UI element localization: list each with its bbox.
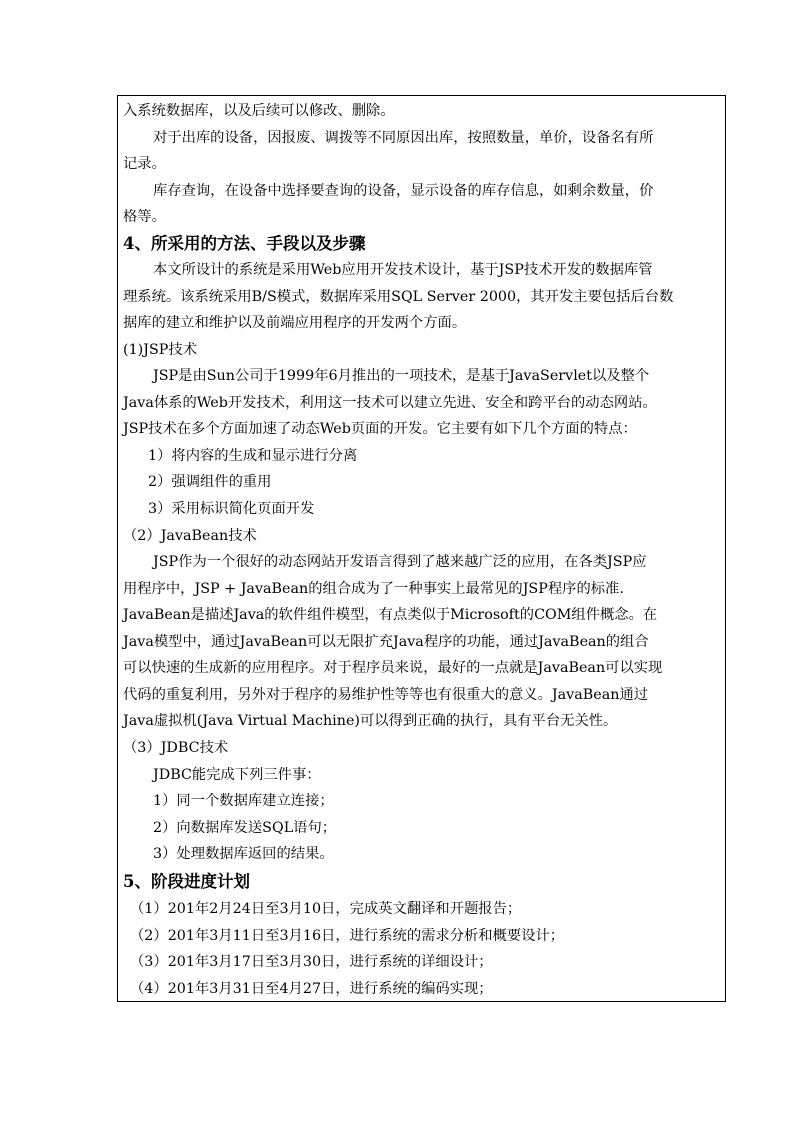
paragraph-line: 本文所设计的系统是采用Web应用开发技术设计，基于JSP技术开发的数据库管 xyxy=(153,262,653,278)
section-heading-methods: 4、所采用的方法、手段以及步骤 xyxy=(123,234,366,253)
subsection-heading-jsp: (1)JSP技术 xyxy=(123,342,197,358)
paragraph-line: 理系统。该系统采用B/S模式，数据库采用SQL Server 2000，其开发主要包括后台数 xyxy=(123,289,674,305)
schedule-item: （2）201年3月11日至3月16日，进行系统的需求分析和概要设计； xyxy=(130,928,565,944)
paragraph-line: JSP是由Sun公司于1999年6月推出的一项技术，是基于JavaServlet以及整个 xyxy=(153,368,650,384)
paragraph-line: JSP作为一个很好的动态网站开发语言得到了越来越广泛的应用，在各类JSP应 xyxy=(153,554,647,570)
subsection-heading-javabean: （2）JavaBean技术 xyxy=(123,528,257,544)
paragraph-line: 可以快速的生成新的应用程序。对于程序员来说，最好的一点就是JavaBean可以实现 xyxy=(123,660,663,676)
schedule-item: （4）201年3月31日至4月27日，进行系统的编码实现； xyxy=(130,981,493,997)
subsection-heading-jdbc: （3）JDBC技术 xyxy=(123,740,229,756)
paragraph-line: 用程序中，JSP + JavaBean的组合成为了一种事实上最常见的JSP程序的标准. xyxy=(123,581,624,597)
paragraph-line: 格等。 xyxy=(123,209,166,225)
schedule-item: （1）201年2月24日至3月10日，完成英文翻译和开题报告； xyxy=(130,901,522,917)
list-item: 1）将内容的生成和显示进行分离 xyxy=(148,448,358,464)
paragraph-line: Java模型中，通过JavaBean可以无限扩充Java程序的功能，通过JavaBean的组合 xyxy=(123,634,649,650)
paragraph-line: Java虚拟机(Java Virtual Machine)可以得到正确的执行，具有平台无关性。 xyxy=(123,713,618,729)
paragraph-line: 库存查询，在设备中选择要查询的设备，显示设备的库存信息，如剩余数量，价 xyxy=(153,183,654,199)
list-item: 2）强调组件的重用 xyxy=(148,474,272,490)
section-heading-schedule: 5、阶段进度计划 xyxy=(123,872,250,891)
paragraph-line: JSP技术在多个方面加速了动态Web页面的开发。它主要有如下几个方面的特点： xyxy=(123,421,637,437)
paragraph-line: 对于出库的设备，因报废、调拨等不同原因出库，按照数量，单价，设备名有所 xyxy=(153,130,654,146)
paragraph-line: JDBC能完成下列三件事： xyxy=(153,767,321,783)
paragraph-line: 入系统数据库，以及后续可以修改、删除。 xyxy=(123,103,395,119)
paragraph-line: 据库的建立和维护以及前端应用程序的开发两个方面。 xyxy=(123,315,467,331)
list-item: 3）采用标识简化页面开发 xyxy=(148,501,315,517)
paragraph-line: JavaBean是描述Java的软件组件模型，有点类似于Microsoft的COM组件概念。在 xyxy=(123,607,658,623)
content-table-cell xyxy=(117,95,726,1002)
paragraph-line: Java体系的Web开发技术，利用这一技术可以建立先进、安全和跨平台的动态网站。 xyxy=(123,395,657,411)
paragraph-line: 代码的重复利用，另外对于程序的易维护性等等也有很重大的意义。JavaBean通过 xyxy=(123,687,649,703)
schedule-item: （3）201年3月17日至3月30日，进行系统的详细设计； xyxy=(130,954,493,970)
list-item: 1）同一个数据库建立连接； xyxy=(153,793,334,809)
list-item: 2）向数据库发送SQL语句； xyxy=(153,820,337,836)
paragraph-line: 记录。 xyxy=(123,156,166,172)
list-item: 3）处理数据库返回的结果。 xyxy=(153,846,334,862)
